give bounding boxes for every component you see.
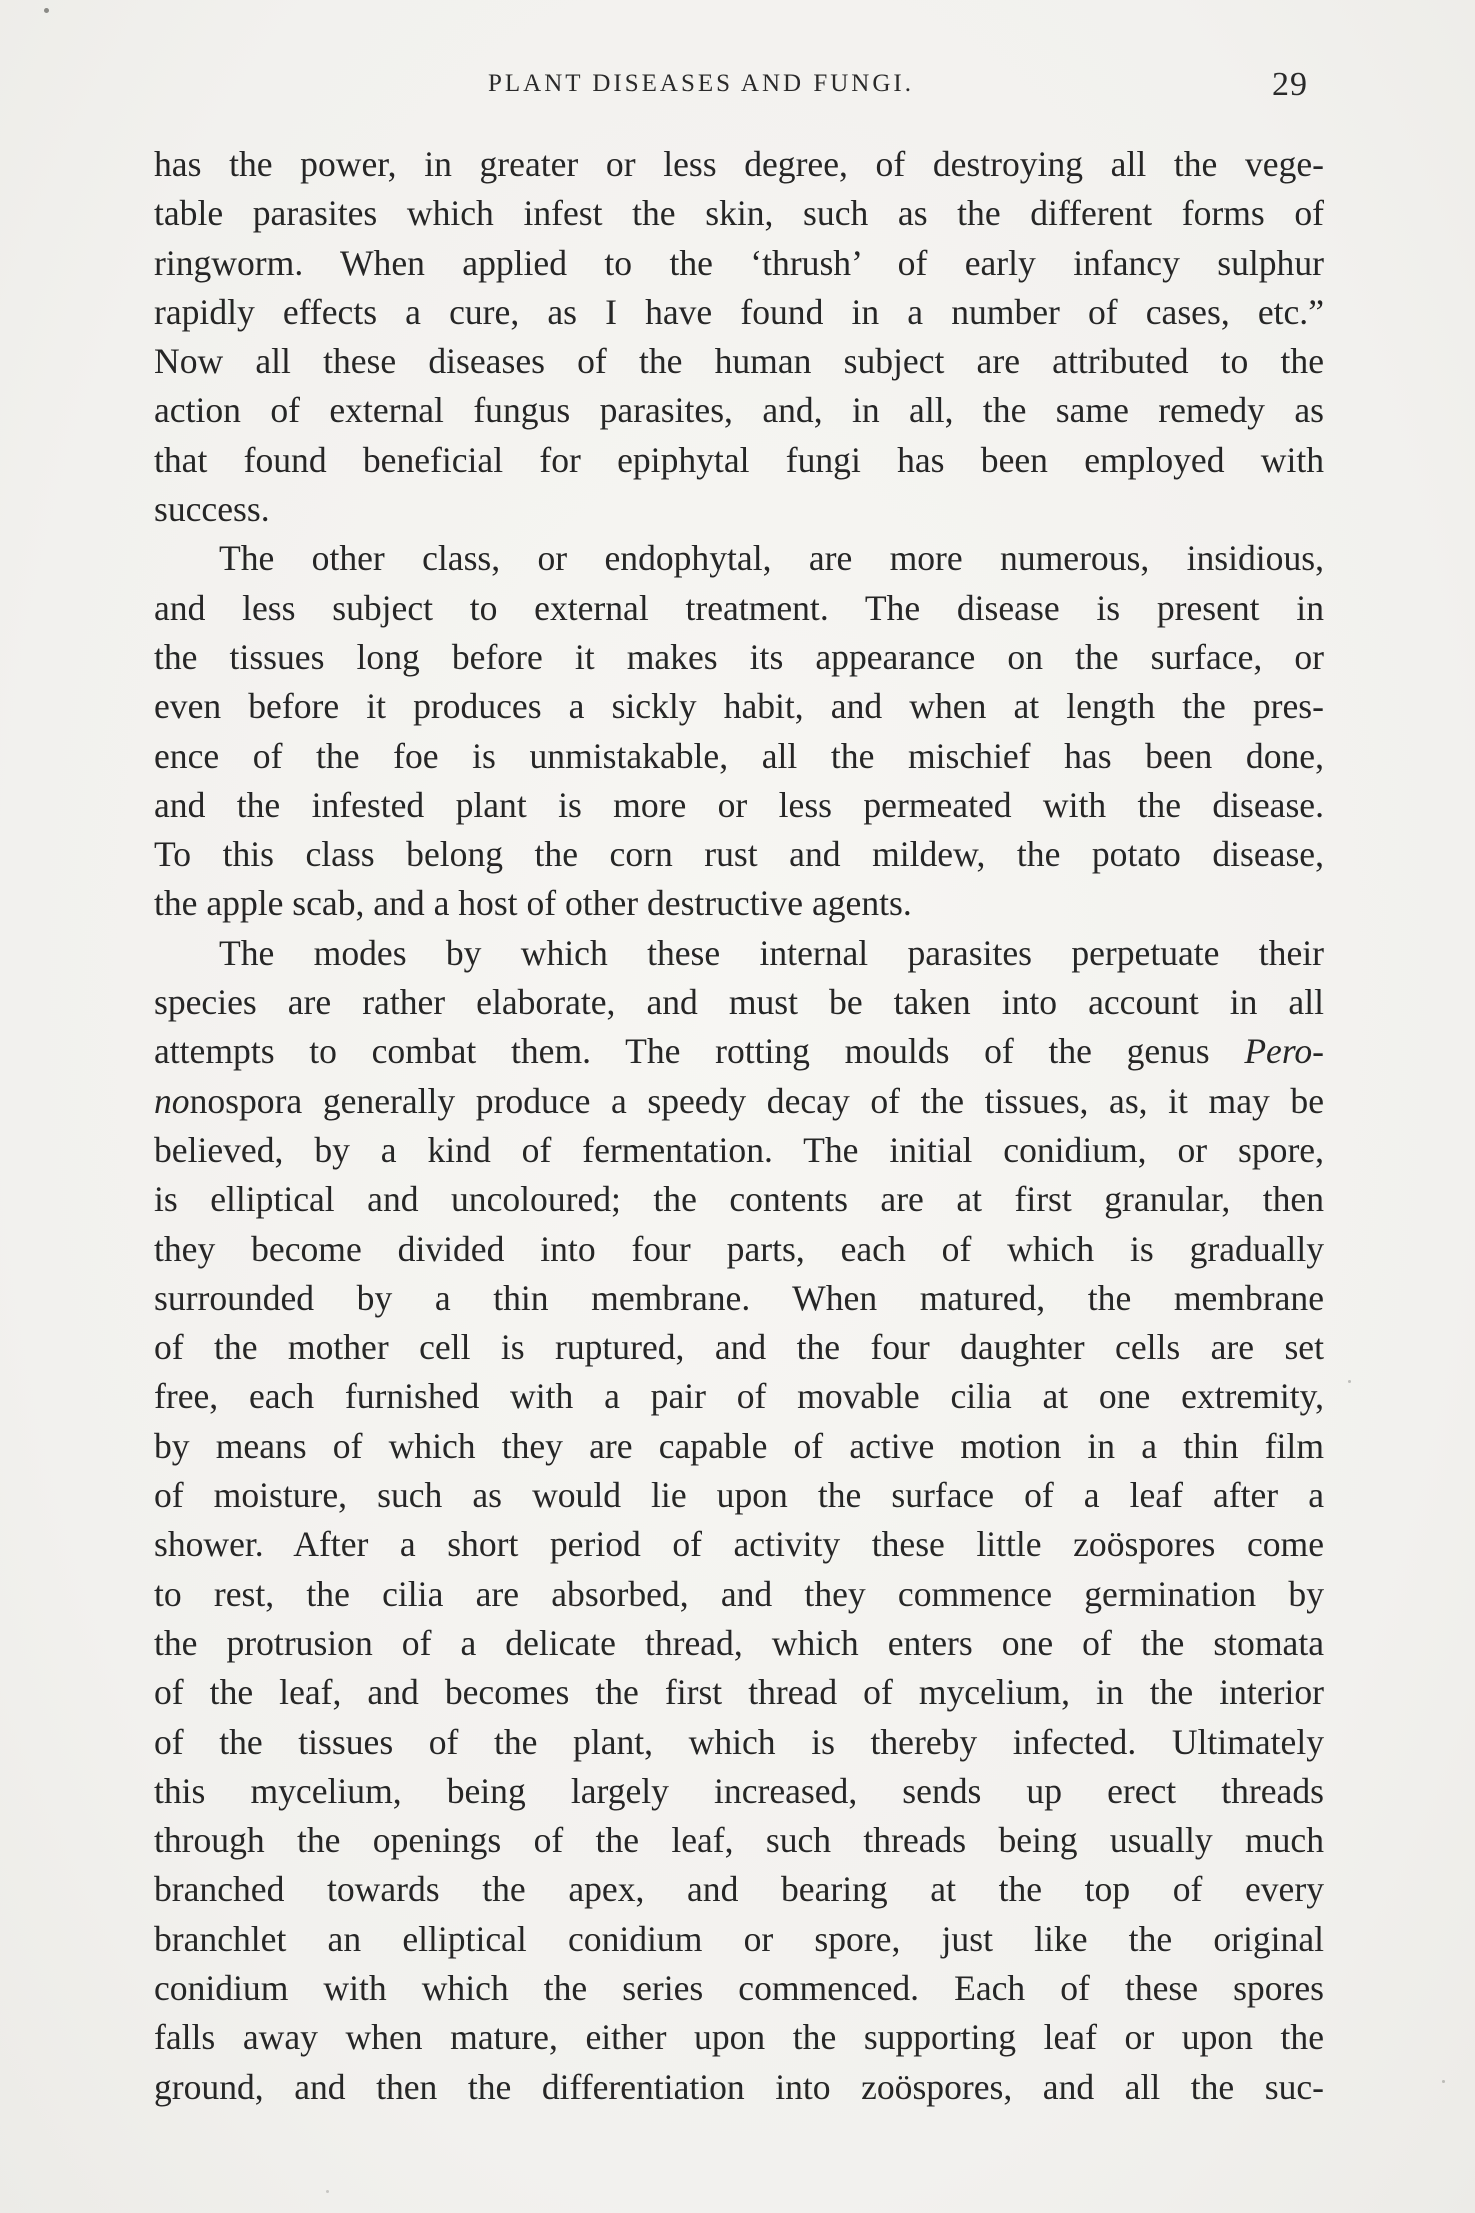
text-line: To this class belong the corn rust and mildew, the potato disease, <box>154 834 1324 875</box>
text-line: branchlet an elliptical conidium or spore, just like the original <box>154 1918 1324 1959</box>
text-line: to rest, the cilia are absorbed, and they commence germination by <box>154 1573 1324 1614</box>
text-line: the apple scab, and a host of other destructive agents. <box>154 883 912 924</box>
text-line: and the infested plant is more or less permeated with the disease. <box>154 784 1324 825</box>
text-segment: nospora generally produce a speedy decay of the tissues, as, it may be <box>189 1080 1324 1121</box>
text-line: The other class, or endophytal, are more numerous, insidious, <box>219 538 1324 579</box>
text-line: surrounded by a thin membrane. When matured, the membrane <box>154 1277 1324 1318</box>
text-line: and less subject to external treatment. The disease is present in <box>154 587 1324 628</box>
text-line: of moisture, such as would lie upon the surface of a leaf after a <box>154 1475 1324 1516</box>
text-line: ground, and then the differentiation into zoöspores, and all the suc- <box>154 2066 1324 2107</box>
text-line: is elliptical and uncoloured; the contents are at first granular, then <box>154 1179 1324 1220</box>
text-line-with-italic <box>154 1077 1324 1126</box>
italic-genus-name: Pero- <box>1244 1031 1324 1072</box>
running-title: PLANT DISEASES AND FUNGI. <box>488 70 914 97</box>
text-line: action of external fungus parasites, and, in all, the same remedy as <box>154 390 1324 431</box>
text-line: ringworm. When applied to the ‘thrush’ of early infancy sulphur <box>154 242 1324 283</box>
text-segment: attempts to combat them. The rotting moulds of the genus <box>154 1031 1245 1072</box>
text-line: table parasites which infest the skin, such as the different forms of <box>154 193 1324 234</box>
paper-speck <box>1348 1380 1351 1383</box>
text-line: ence of the foe is unmistakable, all the mischief has been done, <box>154 735 1324 776</box>
text-line: the protrusion of a delicate thread, which enters one of the stomata <box>154 1622 1324 1663</box>
text-line: of the mother cell is ruptured, and the four daughter cells are set <box>154 1327 1324 1368</box>
text-line: through the openings of the leaf, such threads being usually much <box>154 1820 1324 1861</box>
paper-speck <box>326 2190 329 2193</box>
text-line: success. <box>154 489 270 530</box>
text-line: species are rather elaborate, and must be taken into account in all <box>154 982 1324 1023</box>
text-line: has the power, in greater or less degree, of destroying all the vege- <box>154 144 1324 184</box>
text-line: of the tissues of the plant, which is thereby infected. Ultimately <box>154 1721 1324 1762</box>
text-line: they become divided into four parts, each of which is gradually <box>154 1228 1324 1269</box>
text-line: even before it produces a sickly habit, and when at length the pres- <box>154 686 1324 727</box>
text-line: believed, by a kind of fermentation. The initial conidium, or spore, <box>154 1129 1324 1170</box>
page-number: 29 <box>1272 66 1308 103</box>
text-line: The modes by which these internal parasites perpetuate their <box>219 932 1324 973</box>
text-line: falls away when mature, either upon the supporting leaf or upon the <box>154 2017 1324 2058</box>
paper-speck <box>1442 2080 1445 2083</box>
text-line-with-italic <box>154 1027 1324 1076</box>
text-line: of the leaf, and becomes the first thread of mycelium, in the interior <box>154 1672 1324 1713</box>
text-line: Now all these diseases of the human subject are attributed to the <box>154 341 1324 382</box>
text-line: by means of which they are capable of active motion in a thin film <box>154 1425 1324 1466</box>
text-line: this mycelium, being largely increased, sends up erect threads <box>154 1770 1324 1811</box>
text-line: branched towards the apex, and bearing at the top of every <box>154 1869 1324 1910</box>
paper-speck <box>44 8 49 13</box>
text-line: that found beneficial for epiphytal fungi has been employed with <box>154 439 1324 480</box>
running-head <box>0 66 1475 106</box>
text-line: shower. After a short period of activity these little zoöspores come <box>154 1524 1324 1565</box>
text-line: free, each furnished with a pair of movable cilia at one extremity, <box>154 1376 1324 1417</box>
text-line: rapidly effects a cure, as I have found in a number of cases, etc.” <box>154 291 1324 332</box>
text-line: conidium with which the series commenced. Each of these spores <box>154 1967 1324 2008</box>
italic-genus-name-cont: no <box>154 1080 190 1121</box>
body-text <box>154 140 1324 2112</box>
text-line: the tissues long before it makes its appearance on the surface, or <box>154 636 1324 677</box>
